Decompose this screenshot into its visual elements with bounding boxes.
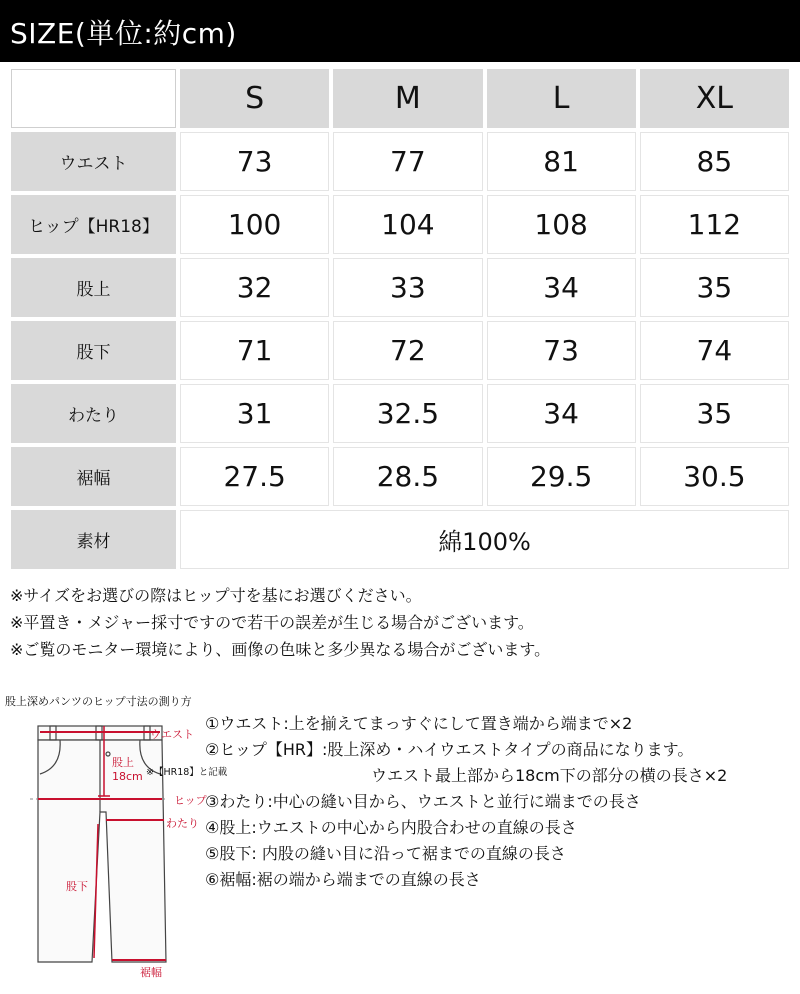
table-cell: 85 — [640, 132, 789, 191]
instruction-item: ウエスト最上部から18cm下の部分の横の長さ×2 — [371, 766, 728, 785]
table-cell: 77 — [333, 132, 482, 191]
notes — [10, 582, 550, 663]
column-header-xl: XL — [640, 69, 789, 128]
instruction-item: ⑥裾幅:裾の端から端までの直線の長さ — [205, 870, 481, 889]
table-cell: 73 — [487, 321, 636, 380]
diagram-label-waist: ウエスト — [150, 728, 194, 741]
table-cell: 34 — [487, 384, 636, 443]
table-row-thigh — [11, 384, 789, 443]
instruction-item: ③わたり:中心の縫い目から、ウエストと並行に端までの長さ — [205, 792, 641, 811]
table-row-hip — [11, 195, 789, 254]
table-cell: 74 — [640, 321, 789, 380]
instruction-item: ①ウエスト:上を揃えてまっすぐにして置き端から端まで×2 — [205, 714, 633, 733]
table-cell: 30.5 — [640, 447, 789, 506]
diagram-title: 股上深めパンツのヒップ寸法の測り方 — [5, 695, 192, 708]
row-label: ヒップ【HR18】 — [11, 195, 176, 254]
measurement-instructions — [205, 711, 727, 893]
pants-outline-icon — [38, 726, 166, 962]
row-label: 股上 — [11, 258, 176, 317]
row-label: 股下 — [11, 321, 176, 380]
table-cell: 33 — [333, 258, 482, 317]
page-title: SIZE(単位:約cm) — [10, 17, 237, 50]
table-cell: 104 — [333, 195, 482, 254]
column-header-l: L — [487, 69, 636, 128]
diagram-label-hr-note: ※【HR18】と記載 — [146, 767, 228, 778]
column-header-m: M — [333, 69, 482, 128]
diagram-label-18cm: 18cm — [112, 770, 143, 783]
table-cell: 27.5 — [180, 447, 329, 506]
header-bar — [0, 0, 800, 62]
material-value: 綿100% — [180, 510, 789, 569]
instruction-item: ⑤股下: 内股の縫い目に沿って裾までの直線の長さ — [205, 844, 566, 863]
instruction-item: ④股上:ウエストの中心から内股合わせの直線の長さ — [205, 818, 577, 837]
diagram-label-thigh: わたり — [166, 817, 199, 830]
note-item: ※サイズをお選びの際はヒップ寸を基にお選びください。 — [10, 586, 422, 605]
table-row-hem — [11, 447, 789, 506]
diagram-label-rise: 股上 — [112, 756, 134, 769]
table-row-waist — [11, 132, 789, 191]
table-cell: 35 — [640, 258, 789, 317]
table-row-material — [11, 510, 789, 569]
table-cell: 32 — [180, 258, 329, 317]
table-cell: 28.5 — [333, 447, 482, 506]
diagram-label-hip: ヒップ — [174, 794, 207, 807]
table-cell: 100 — [180, 195, 329, 254]
row-label: 裾幅 — [11, 447, 176, 506]
table-cell: 34 — [487, 258, 636, 317]
table-cell: 112 — [640, 195, 789, 254]
table-cell: 81 — [487, 132, 636, 191]
table-cell: 31 — [180, 384, 329, 443]
size-table — [7, 65, 793, 573]
table-cell: 108 — [487, 195, 636, 254]
note-item: ※ご覧のモニター環境により、画像の色味と多少異なる場合がございます。 — [10, 640, 551, 659]
row-label: 素材 — [11, 510, 176, 569]
note-item: ※平置き・メジャー採寸ですので若干の誤差が生じる場合がございます。 — [10, 613, 534, 632]
table-row-rise — [11, 258, 789, 317]
table-cell: 29.5 — [487, 447, 636, 506]
table-cell: 72 — [333, 321, 482, 380]
table-row-inseam — [11, 321, 789, 380]
column-header-s: S — [180, 69, 329, 128]
pants-diagram — [0, 712, 228, 992]
table-header-row — [11, 69, 789, 128]
diagram-label-inseam: 股下 — [66, 880, 88, 893]
table-cell: 35 — [640, 384, 789, 443]
table-cell: 32.5 — [333, 384, 482, 443]
table-corner-cell — [11, 69, 176, 128]
row-label: ウエスト — [11, 132, 176, 191]
table-cell: 71 — [180, 321, 329, 380]
diagram-label-hem: 裾幅 — [140, 966, 162, 979]
instruction-item: ②ヒップ【HR】:股上深め・ハイウエストタイプの商品になります。 — [205, 740, 694, 759]
row-label: わたり — [11, 384, 176, 443]
table-cell: 73 — [180, 132, 329, 191]
